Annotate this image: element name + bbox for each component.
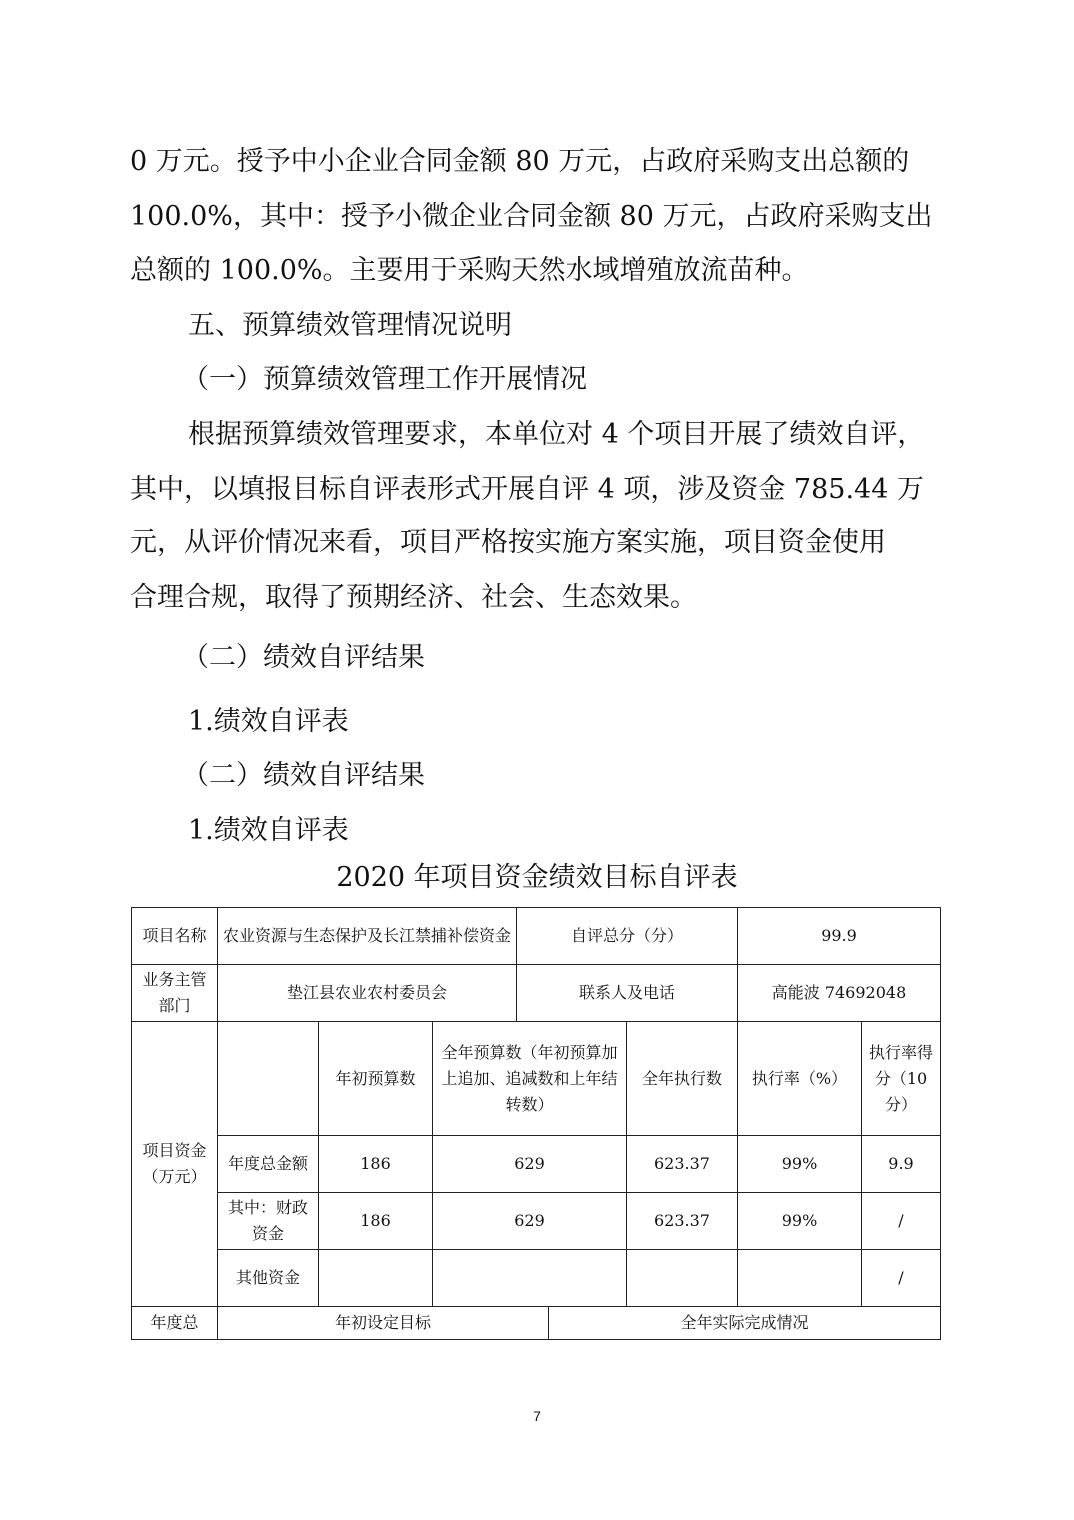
paragraph-line: 根据预算绩效管理要求，本单位对 4 个项目开展了绩效自评， (188, 419, 925, 450)
cell-initial: 186 (319, 1193, 433, 1250)
project-name-label: 项目名称 (132, 908, 218, 965)
goal-actual-header: 全年实际完成情况 (549, 1307, 941, 1340)
table-row (132, 1193, 941, 1250)
table-row (132, 1250, 941, 1307)
paragraph-line: 其中，以填报目标自评表形式开展自评 4 项，涉及资金 785.44 万 (130, 474, 924, 505)
subsection-heading: （二）绩效自评结果 (182, 760, 425, 791)
table-row (132, 1136, 941, 1193)
evaluation-table (131, 907, 941, 1340)
paragraph-line: 合理合规，取得了预期经济、社会、生态效果。 (130, 582, 697, 613)
contact-label: 联系人及电话 (517, 965, 738, 1022)
cell-rate-score: 9.9 (862, 1136, 941, 1193)
col-header-rate-score: 执行率得分（10分） (862, 1022, 941, 1136)
goal-initial-header: 年初设定目标 (218, 1307, 549, 1340)
dept-value: 垫江县农业农村委员会 (218, 965, 517, 1022)
cell-rate: 99% (738, 1193, 862, 1250)
dept-label: 业务主管部门 (132, 965, 218, 1022)
col-header-rate: 执行率（%） (738, 1022, 862, 1136)
cell-rate (738, 1250, 862, 1307)
paragraph-line: 元，从评价情况来看，项目严格按实施方案实施，项目资金使用 (130, 527, 886, 558)
col-header-full-year: 全年预算数（年初预算加上追加、追减数和上年结转数） (433, 1022, 627, 1136)
paragraph-line: 0 万元。授予中小企业合同金额 80 万元，占政府采购支出总额的 (130, 146, 910, 177)
table-title: 2020 年项目资金绩效目标自评表 (336, 862, 738, 893)
cell-initial: 186 (319, 1136, 433, 1193)
cell-executed: 623.37 (627, 1136, 738, 1193)
cell-executed (627, 1250, 738, 1307)
cell-full-year: 629 (433, 1193, 627, 1250)
cell-rate: 99% (738, 1136, 862, 1193)
subsection-heading: （一）预算绩效管理工作开展情况 (182, 364, 587, 395)
row-label: 年度总金额 (218, 1136, 319, 1193)
empty-cell (218, 1022, 319, 1136)
table-row (132, 908, 941, 965)
cell-executed: 623.37 (627, 1193, 738, 1250)
funds-label: 项目资金（万元） (132, 1022, 218, 1307)
cell-rate-score: / (862, 1250, 941, 1307)
score-label: 自评总分（分） (517, 908, 738, 965)
cell-initial (319, 1250, 433, 1307)
subsection-heading: 1.绩效自评表 (188, 815, 349, 846)
cell-rate-score: / (862, 1193, 941, 1250)
col-header-executed: 全年执行数 (627, 1022, 738, 1136)
subsection-heading: 1.绩效自评表 (188, 706, 349, 737)
page-number: 7 (533, 1408, 541, 1424)
section-heading: 五、预算绩效管理情况说明 (188, 310, 512, 341)
paragraph-line: 总额的 100.0%。主要用于采购天然水域增殖放流苗种。 (130, 255, 809, 286)
score-value: 99.9 (738, 908, 941, 965)
subsection-heading: （二）绩效自评结果 (182, 642, 425, 673)
goal-label: 年度总 (132, 1307, 218, 1340)
paragraph-line: 100.0%，其中：授予小微企业合同金额 80 万元，占政府采购支出 (130, 201, 933, 232)
row-label: 其他资金 (218, 1250, 319, 1307)
cell-full-year: 629 (433, 1136, 627, 1193)
row-label: 其中：财政资金 (218, 1193, 319, 1250)
project-name-value: 农业资源与生态保护及长江禁捕补偿资金 (218, 908, 517, 965)
table-row (132, 965, 941, 1022)
table-row (132, 1307, 941, 1340)
table-row (132, 1022, 941, 1136)
cell-full-year (433, 1250, 627, 1307)
col-header-initial: 年初预算数 (319, 1022, 433, 1136)
contact-value: 高能波 74692048 (738, 965, 941, 1022)
